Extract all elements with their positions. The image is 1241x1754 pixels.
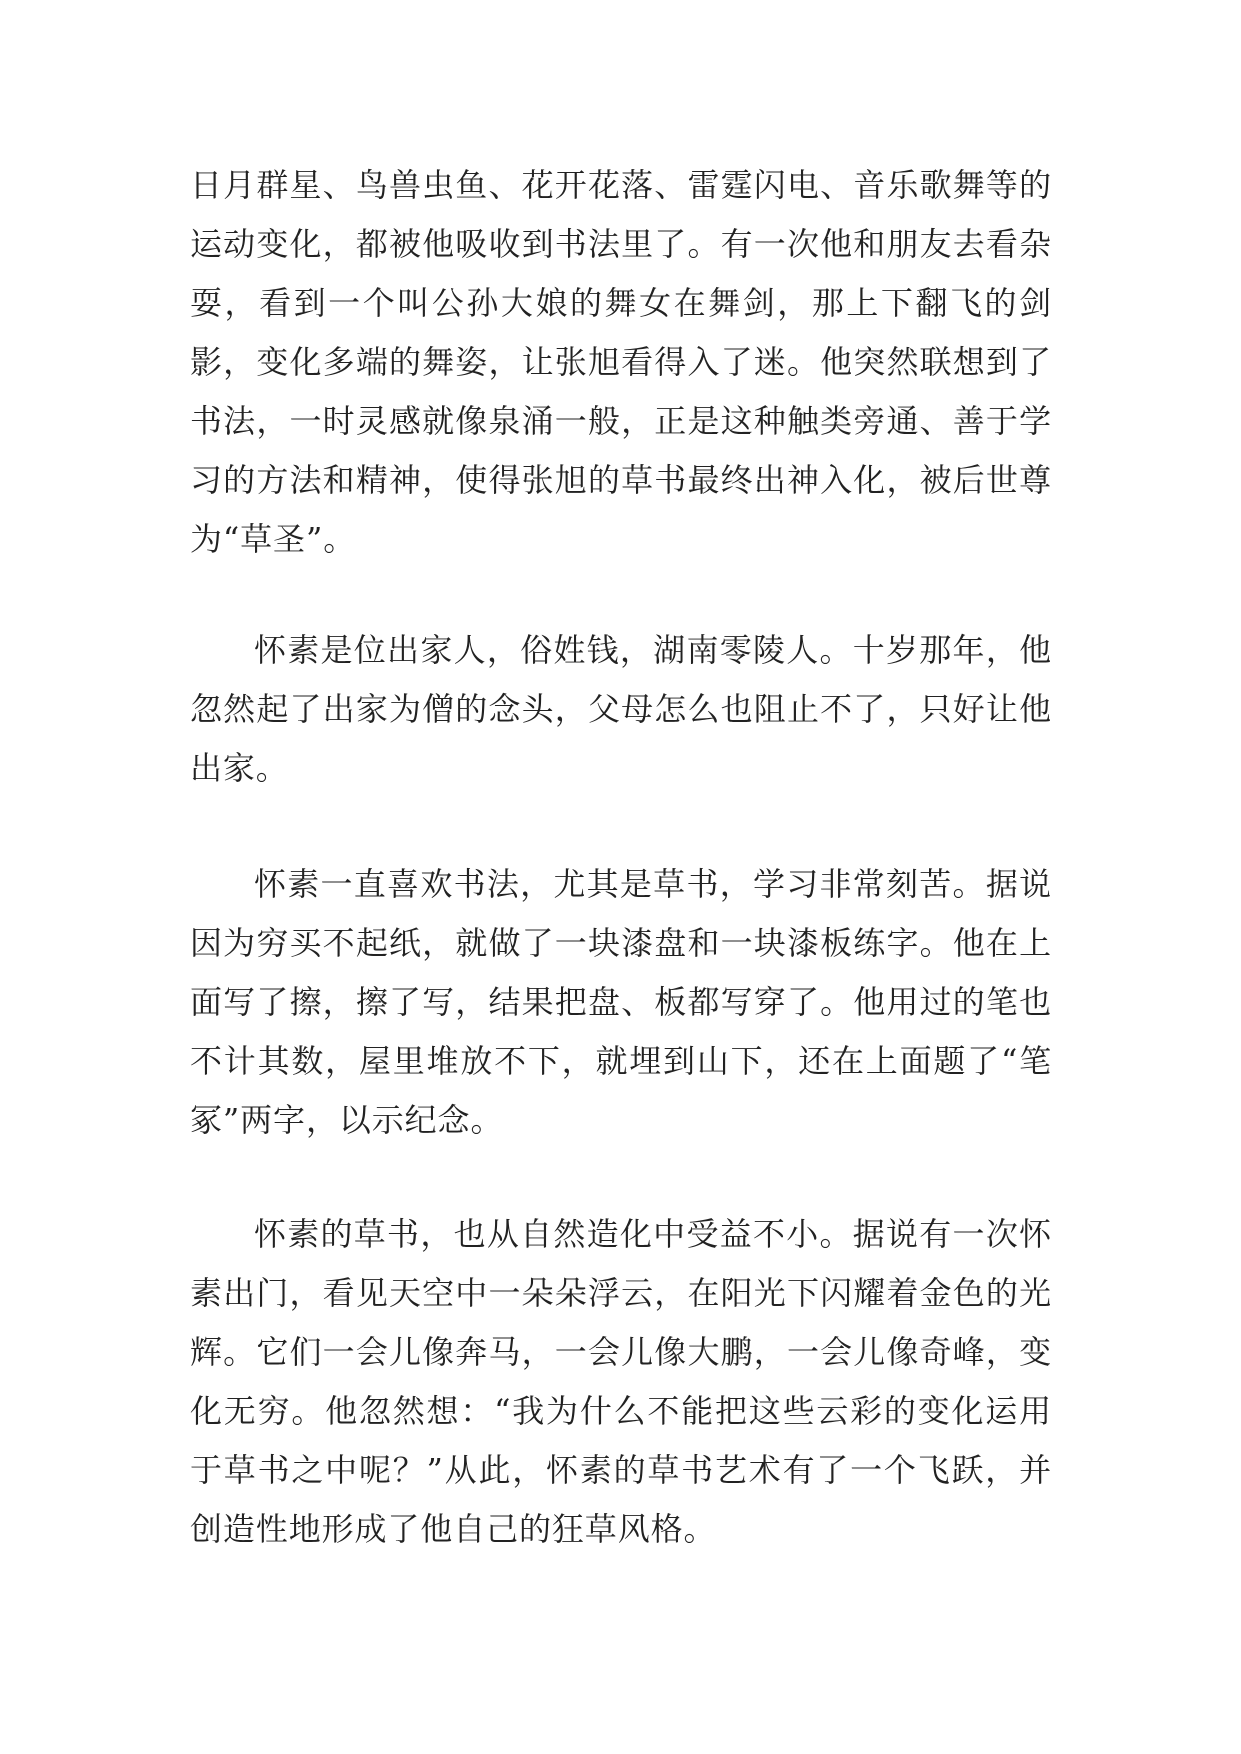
paragraph-zhangxu-inspiration: 日月群星、鸟兽虫鱼、花开花落、雷霆闪电、音乐歌舞等的运动变化，都被他吸收到书法里了。有一次他和朋友去看杂耍，看到一个叫公孙大娘的舞女在舞剑，那上下翻飞的剑影，变化多端的舞姿，让张旭看得入了迷。他突然联想到了书法，一时灵感就像泉涌一般，正是这种触类旁通、善于学习的方法和精神，使得张旭的草书最终出神入化，被后世尊为“草圣”。	[190, 166, 1052, 558]
paragraph-huaisu-background: 怀素是位出家人，俗姓钱，湖南零陵人。十岁那年，他忽然起了出家为僧的念头，父母怎么也阻止不了，只好让他出家。	[190, 631, 1052, 787]
paragraph-huaisu-practice: 怀素一直喜欢书法，尤其是草书，学习非常刻苦。据说因为穷买不起纸，就做了一块漆盘和一块漆板练字。他在上面写了擦，擦了写，结果把盘、板都写穿了。他用过的笔也不计其数，屋里堆放不下，就埋到山下，还在上面题了“笔冢”两字，以示纪念。	[190, 865, 1052, 1139]
paragraph-huaisu-clouds: 怀素的草书，也从自然造化中受益不小。据说有一次怀素出门，看见天空中一朵朵浮云，在阳光下闪耀着金色的光辉。它们一会儿像奔马，一会儿像大鹏，一会儿像奇峰，变化无穷。他忽然想：“我为什么不能把这些云彩的变化运用于草书之中呢？”从此，怀素的草书艺术有了一个飞跃，并创造性地形成了他自己的狂草风格。	[190, 1215, 1052, 1548]
